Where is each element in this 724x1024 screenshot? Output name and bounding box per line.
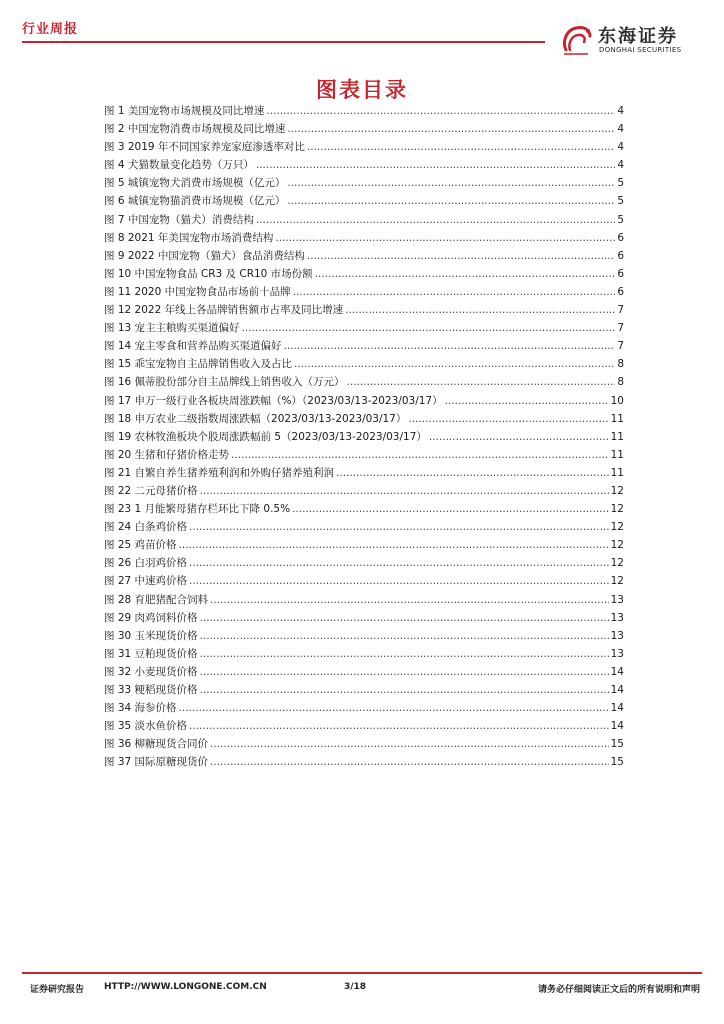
toc-entry[interactable] [104, 735, 624, 753]
toc-entry-label: 图 35 淡水鱼价格 [104, 720, 188, 733]
toc-entry-page: 5 [617, 195, 624, 208]
toc-entry-label: 图 22 二元母猪价格 [104, 484, 198, 497]
toc-leader-dots [200, 482, 609, 500]
toc-leader-dots [179, 536, 609, 554]
toc-entry[interactable] [104, 681, 624, 699]
toc-leader-dots [242, 319, 616, 337]
toc-entry-label: 图 36 柳糖现货合同价 [104, 738, 209, 751]
dragon-logo-icon [558, 20, 598, 60]
toc-entry-label: 图 1 美国宠物市场规模及同比增速 [104, 105, 265, 117]
toc-leader-dots [345, 301, 615, 319]
toc-entry-label: 图 21 自繁自养生猪养殖利润和外购仔猪养殖利润 [104, 466, 335, 479]
toc-leader-dots [336, 464, 609, 482]
toc-entry[interactable] [104, 464, 624, 482]
toc-entry-page: 14 [610, 702, 624, 715]
toc-entry[interactable] [104, 717, 624, 735]
toc-entry[interactable] [104, 572, 624, 590]
toc-entry-label: 图 29 肉鸡饲料价格 [104, 611, 198, 624]
logo-chinese-name: 东海证券 [598, 26, 678, 47]
toc-entry[interactable] [104, 500, 624, 518]
toc-entry-page: 15 [610, 738, 624, 751]
toc-entry[interactable] [104, 265, 624, 283]
toc-leader-dots [275, 229, 615, 247]
toc-leader-dots [200, 609, 609, 627]
toc-leader-dots [287, 120, 615, 138]
toc-entry-page: 4 [617, 159, 624, 172]
toc-entry-page: 4 [617, 123, 624, 136]
footer-disclaimer: 请务必仔细阅读正文后的所有说明和声明 [537, 985, 700, 995]
toc-entry-label: 图 18 申万农业二级指数周涨跌幅（2023/03/13-2023/03/17） [104, 412, 407, 425]
toc-entry[interactable] [104, 392, 624, 410]
toc-entry-page: 13 [610, 647, 624, 660]
footer-page-number: 3/18 [344, 982, 367, 992]
toc-entry[interactable] [104, 518, 624, 536]
toc-entry-page: 7 [617, 304, 624, 317]
toc-entry-page: 15 [610, 756, 624, 769]
toc-entry-label: 图 25 鸡苗价格 [104, 539, 177, 552]
toc-leader-dots [307, 247, 615, 265]
toc-entry-page: 5 [617, 213, 624, 226]
toc-entry-page: 7 [617, 322, 624, 335]
toc-entry-page: 14 [610, 684, 624, 696]
toc-entry-page: 11 [610, 412, 624, 425]
toc-leader-dots [189, 717, 609, 735]
toc-leader-dots [189, 518, 609, 536]
toc-entry-page: 6 [617, 285, 624, 298]
toc-entry-page: 4 [617, 105, 624, 117]
toc-leader-dots [408, 410, 608, 428]
toc-entry-page: 4 [617, 141, 624, 154]
toc-entry-page: 12 [610, 484, 624, 497]
toc-entry[interactable] [104, 283, 624, 301]
toc-entry-label: 图 33 粳稻现货价格 [104, 684, 198, 696]
toc-entry-label: 图 17 申万一级行业各板块周涨跌幅（%）（2023/03/13-2023/03/17） [104, 394, 443, 407]
toc-entry[interactable] [104, 102, 624, 120]
toc-entry-label: 图 31 豆粕现货价格 [104, 647, 198, 660]
toc-leader-dots [293, 283, 616, 301]
toc-entry-page: 12 [610, 539, 624, 552]
toc-entry[interactable] [104, 337, 624, 355]
toc-entry-page: 5 [617, 177, 624, 190]
toc-list [104, 102, 624, 771]
toc-entry[interactable] [104, 373, 624, 391]
toc-entry-page: 12 [610, 521, 624, 534]
header-divider [22, 41, 545, 43]
toc-leader-dots [315, 265, 616, 283]
toc-leader-dots [292, 500, 609, 518]
toc-entry[interactable] [104, 138, 624, 156]
toc-entry[interactable] [104, 645, 624, 663]
toc-entry-label: 图 26 白羽鸡价格 [104, 557, 188, 570]
toc-entry-label: 图 30 玉米现货价格 [104, 629, 198, 642]
toc-entry-page: 13 [610, 629, 624, 642]
toc-entry-label: 图 28 育肥猪配合饲料 [104, 593, 209, 606]
toc-entry-label: 图 32 小麦现货价格 [104, 665, 198, 678]
toc-entry[interactable] [104, 627, 624, 645]
logo-english-name: DONGHAI SECURITIES [599, 46, 682, 54]
toc-entry[interactable] [104, 319, 624, 337]
toc-entry[interactable] [104, 591, 624, 609]
toc-entry-label: 图 20 生猪和仔猪价格走势 [104, 448, 230, 461]
toc-entry-page: 11 [610, 448, 624, 461]
toc-leader-dots [307, 138, 615, 156]
toc-entry-page: 13 [610, 611, 624, 624]
toc-entry-label: 图 13 宠主主粮购买渠道偏好 [104, 322, 240, 335]
toc-entry-label: 图 23 1 月能繁母猪存栏环比下降 0.5% [104, 503, 291, 516]
toc-entry-page: 13 [610, 593, 624, 606]
toc-entry[interactable] [104, 753, 624, 771]
toc-entry[interactable] [104, 301, 624, 319]
toc-entry-page: 6 [617, 267, 624, 280]
toc-entry[interactable] [104, 699, 624, 717]
toc-entry[interactable] [104, 410, 624, 428]
report-type-label: 行业周报 [22, 22, 79, 37]
toc-leader-dots [210, 753, 609, 771]
toc-entry-label: 图 10 中国宠物食品 CR3 及 CR10 市场份额 [104, 267, 313, 280]
toc-leader-dots [256, 156, 615, 174]
toc-leader-dots [200, 681, 609, 699]
footer-website-link[interactable]: HTTP://WWW.LONGONE.COM.CN [104, 982, 267, 992]
toc-leader-dots [189, 554, 609, 572]
toc-entry-label: 图 16 佩蒂股份部分自主品牌线上销售收入（万元） [104, 376, 345, 389]
toc-entry-page: 12 [610, 575, 624, 588]
toc-entry-label: 图 34 海参价格 [104, 702, 177, 715]
toc-leader-dots [429, 428, 609, 446]
toc-entry-page: 10 [610, 394, 624, 407]
toc-leader-dots [287, 192, 615, 210]
toc-title: 图表目录 [316, 78, 408, 102]
toc-entry-label: 图 7 中国宠物（猫犬）消费结构 [104, 213, 254, 226]
toc-leader-dots [200, 663, 609, 681]
toc-leader-dots [266, 102, 615, 120]
toc-leader-dots [256, 211, 615, 229]
toc-entry-label: 图 6 城镇宠物猫消费市场规模（亿元） [104, 195, 286, 208]
toc-entry-label: 图 15 乖宝宠物自主品牌销售收入及占比 [104, 358, 293, 371]
toc-entry-page: 11 [610, 466, 624, 479]
toc-entry-page: 8 [617, 358, 624, 371]
toc-entry[interactable] [104, 554, 624, 572]
toc-entry-page: 12 [610, 503, 624, 516]
toc-entry-page: 8 [617, 376, 624, 389]
toc-leader-dots [294, 355, 615, 373]
toc-entry-label: 图 27 中速鸡价格 [104, 575, 188, 588]
toc-entry[interactable] [104, 120, 624, 138]
toc-leader-dots [200, 627, 609, 645]
toc-entry-label: 图 4 犬猫数量变化趋势（万只） [104, 159, 254, 172]
toc-leader-dots [284, 337, 616, 355]
company-logo [558, 20, 708, 60]
toc-entry[interactable] [104, 482, 624, 500]
toc-entry-label: 图 2 中国宠物消费市场规模及同比增速 [104, 123, 286, 136]
toc-leader-dots [231, 446, 609, 464]
toc-entry[interactable] [104, 174, 624, 192]
toc-entry-page: 7 [617, 340, 624, 353]
toc-entry-page: 14 [610, 720, 624, 733]
toc-entry[interactable] [104, 428, 624, 446]
toc-entry-page: 6 [617, 249, 624, 262]
toc-entry[interactable] [104, 355, 624, 373]
toc-leader-dots [210, 735, 609, 753]
toc-entry[interactable] [104, 609, 624, 627]
toc-entry-label: 图 11 2020 中国宠物食品市场前十品牌 [104, 285, 291, 298]
toc-leader-dots [347, 373, 616, 391]
toc-entry-page: 14 [610, 665, 624, 678]
toc-entry[interactable] [104, 446, 624, 464]
toc-entry-label: 图 3 2019 年不同国家养宠家庭渗透率对比 [104, 141, 305, 154]
toc-entry[interactable] [104, 211, 624, 229]
toc-leader-dots [210, 591, 609, 609]
toc-entry[interactable] [104, 192, 624, 210]
toc-entry[interactable] [104, 663, 624, 681]
toc-entry-label: 图 9 2022 中国宠物（猫犬）食品消费结构 [104, 249, 305, 262]
toc-entry[interactable] [104, 536, 624, 554]
toc-leader-dots [200, 645, 609, 663]
toc-entry-label: 图 24 白条鸡价格 [104, 521, 188, 534]
toc-entry-page: 11 [610, 430, 624, 443]
toc-entry[interactable] [104, 229, 624, 247]
toc-entry[interactable] [104, 156, 624, 174]
toc-entry[interactable] [104, 247, 624, 265]
toc-entry-label: 图 14 宠主零食和营养品购买渠道偏好 [104, 340, 282, 353]
toc-entry-label: 图 19 农林牧渔板块个股周涨跌幅前 5（2023/03/13-2023/03/17） [104, 430, 427, 443]
toc-entry-label: 图 12 2022 年线上各品牌销售额市占率及同比增速 [104, 304, 344, 317]
toc-entry-label: 图 8 2021 年美国宠物市场消费结构 [104, 231, 274, 244]
toc-leader-dots [287, 174, 615, 192]
footer-divider [22, 972, 702, 974]
toc-entry-label: 图 37 国际原糖现货价 [104, 756, 209, 769]
toc-entry-page: 12 [610, 557, 624, 570]
toc-leader-dots [189, 572, 609, 590]
toc-leader-dots [445, 392, 609, 410]
toc-entry-label: 图 5 城镇宠物犬消费市场规模（亿元） [104, 177, 286, 190]
toc-entry-page: 6 [617, 231, 624, 244]
toc-leader-dots [179, 699, 609, 717]
footer-report-label: 证券研究报告 [30, 985, 85, 995]
